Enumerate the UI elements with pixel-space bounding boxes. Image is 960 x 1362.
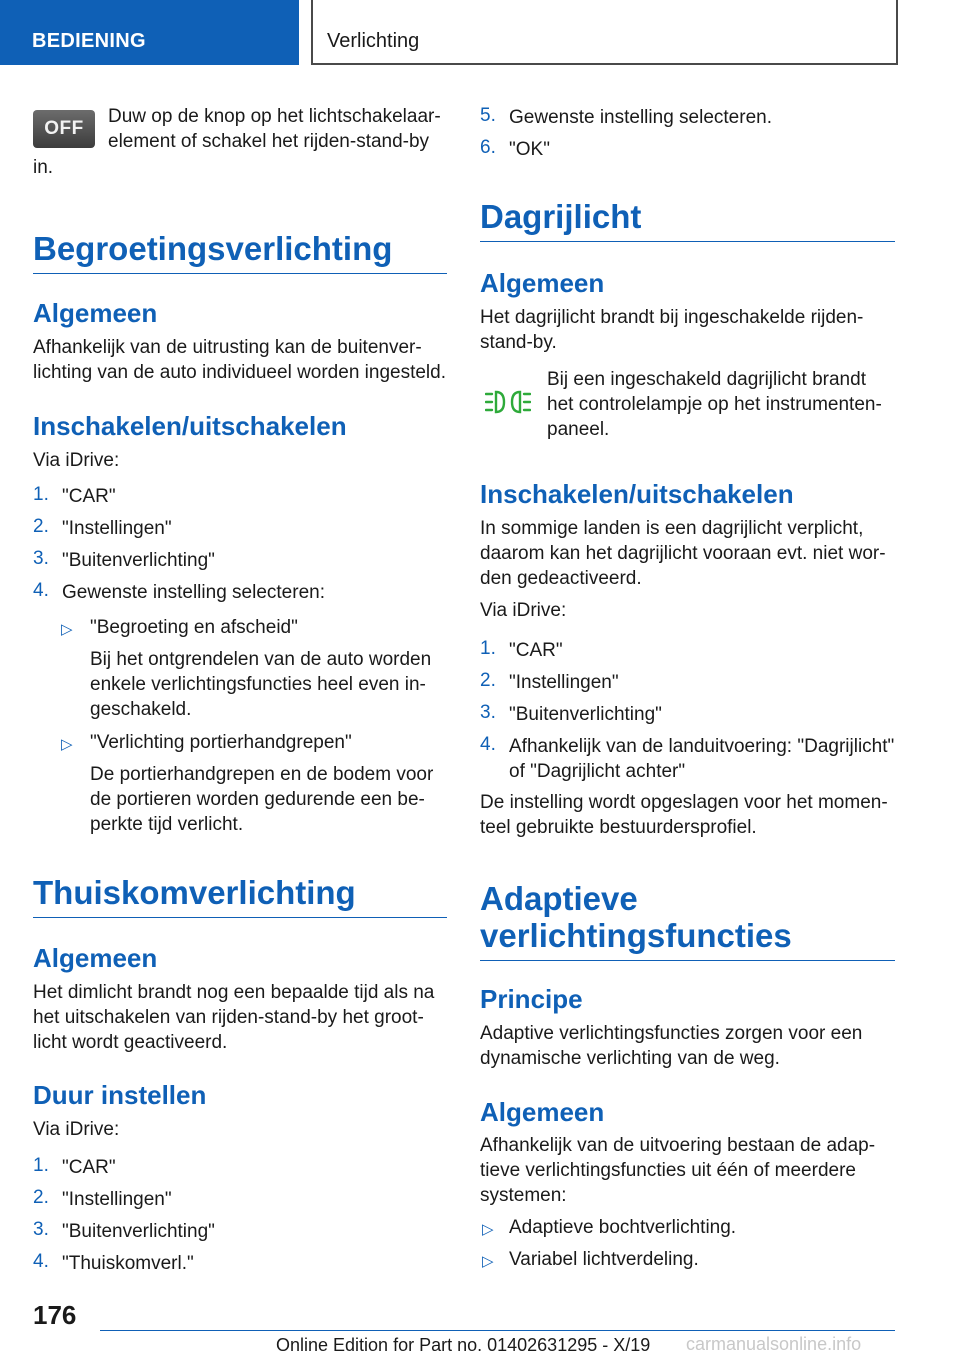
footer-divider	[100, 1330, 895, 1331]
drl-icon-text: Bij een ingeschakeld dagrijlicht brandt het controlelampje op het instrumenten-paneel.	[547, 369, 882, 440]
home-general-heading: Algemeen	[33, 943, 158, 973]
list-item: "Instellingen"	[62, 518, 172, 539]
welcome-option-label: "Verlichting portierhandgrepen"	[90, 732, 352, 753]
list-item: "CAR"	[62, 486, 116, 507]
list-item: Gewenste instelling selecteren:	[62, 582, 325, 603]
principle-heading: Principe	[480, 984, 583, 1014]
list-item: "Thuiskomverl."	[62, 1253, 194, 1274]
home-general-text: Het dimlicht brandt nog een bepaalde tijd als na het uitschakelen van rijden-stand-by het groot-licht wordt geactiveerd.	[33, 982, 435, 1053]
welcome-option-label: "Begroeting en afscheid"	[90, 617, 298, 638]
watermark: carmanualsonline.info	[686, 1334, 862, 1354]
welcome-via-text: Via iDrive:	[33, 450, 120, 471]
principle-text: Adaptive verlichtingsfuncties zorgen voor een dynamische verlichting van de weg.	[480, 1023, 863, 1069]
triangle-bullet-icon: ▷	[482, 1253, 494, 1270]
welcome-general-heading: Algemeen	[33, 298, 158, 328]
triangle-bullet-icon: ▷	[61, 621, 73, 638]
home-duration-heading: Duur instellen	[33, 1080, 207, 1110]
list-item: "Buitenverlichting"	[509, 704, 662, 725]
header-section-label: BEDIENING	[32, 30, 146, 52]
drl-switch-heading: Inschakelen/uitschakelen	[480, 479, 794, 509]
list-item: "Instellingen"	[509, 672, 619, 693]
header-chapter-label: Verlichting	[327, 30, 420, 52]
welcome-general-text: Afhankelijk van de uitrusting kan de buitenver-lichting van de auto individueel worden ingesteld.	[33, 337, 446, 383]
home-steps-list: 1. "CAR" 2. "Instellingen" 3. "Buitenverlichting" 4. "Thuiskomverl."	[33, 1155, 215, 1274]
list-item: "CAR"	[509, 640, 563, 661]
adaptive-bullet: Variabel lichtverdeling.	[509, 1249, 699, 1270]
welcome-option-desc: De portierhandgrepen en de bodem voor de portieren worden gedurende een be-perkte tijd verlicht.	[90, 764, 434, 835]
adaptive-title-line-1: Adaptieve	[480, 880, 638, 917]
triangle-bullet-icon: ▷	[61, 736, 73, 753]
continued-steps-list: 5. Gewenste instelling selecteren. 6. "OK"	[480, 105, 772, 160]
welcome-option-desc: Bij het ontgrendelen van de auto worden enkele verlichtingsfuncties heel even in-geschakeld.	[90, 649, 432, 720]
daytime-running-light-icon	[485, 388, 531, 416]
drl-general-heading: Algemeen	[480, 268, 605, 298]
list-item: "Instellingen"	[62, 1189, 172, 1210]
off-instruction-cont: in.	[33, 157, 54, 178]
section-title-drl: Dagrijlicht	[480, 198, 895, 242]
adaptive-general-text: Afhankelijk van de uitvoering bestaan de adap-tieve verlichtingsfuncties uit één of meerdere systemen:	[480, 1135, 876, 1206]
adaptive-general-heading: Algemeen	[480, 1097, 605, 1127]
list-item: "Buitenverlichting"	[62, 550, 215, 571]
list-item: "OK"	[509, 139, 550, 160]
drl-general-text: Het dagrijlicht brandt bij ingeschakelde rijden-stand-by.	[480, 307, 864, 353]
drl-via-text: Via iDrive:	[480, 600, 567, 621]
drl-switch-text: In sommige landen is een dagrijlicht verplicht, daarom kan het dagrijlicht vooraan evt. niet wor-den gedeactiveerd.	[480, 518, 886, 589]
off-button-icon: OFF	[33, 110, 95, 148]
adaptive-title-line-2: verlichtingsfuncties	[480, 917, 792, 954]
welcome-switch-heading: Inschakelen/uitschakelen	[33, 411, 347, 441]
adaptive-bullet: Adaptieve bochtverlichting.	[509, 1217, 737, 1238]
list-item: Gewenste instelling selecteren.	[509, 107, 772, 128]
section-title-home: Thuiskomverlichting	[33, 874, 447, 918]
header-chapter-tab	[311, 0, 898, 65]
list-item: "Buitenverlichting"	[62, 1221, 215, 1242]
list-item: Afhankelijk van de landuitvoering: "Dagrijlicht" of "Dagrijlicht achter"	[509, 736, 895, 782]
off-instruction: Duw op de knop op het lichtschakelaar-element of schakel het rijden-stand-by	[108, 106, 441, 152]
footer-edition: Online Edition for Part no. 01402631295 - X/19	[276, 1335, 651, 1355]
section-title-adaptive	[480, 880, 895, 961]
triangle-bullet-icon: ▷	[482, 1221, 494, 1238]
drl-saved-text: De instelling wordt opgeslagen voor het momen-teel gebruikte bestuurdersprofiel.	[480, 792, 888, 838]
welcome-steps-list: 1. "CAR" 2. "Instellingen" 3. "Buitenverlichting" 4. Gewenste instelling selecteren:	[33, 484, 325, 603]
list-item: "CAR"	[62, 1157, 116, 1178]
header-section-tab	[0, 0, 299, 65]
section-title-welcome: Begroetingsverlichting	[33, 230, 447, 274]
drl-steps-list: 1. "CAR" 2. "Instellingen" 3. "Buitenverlichting" 4. Afhankelijk van de landuitvoering: "Dagrijlicht" of "Dagrijlicht achter"	[480, 638, 895, 788]
home-via-text: Via iDrive:	[33, 1119, 120, 1140]
page-number: 176	[33, 1300, 77, 1330]
